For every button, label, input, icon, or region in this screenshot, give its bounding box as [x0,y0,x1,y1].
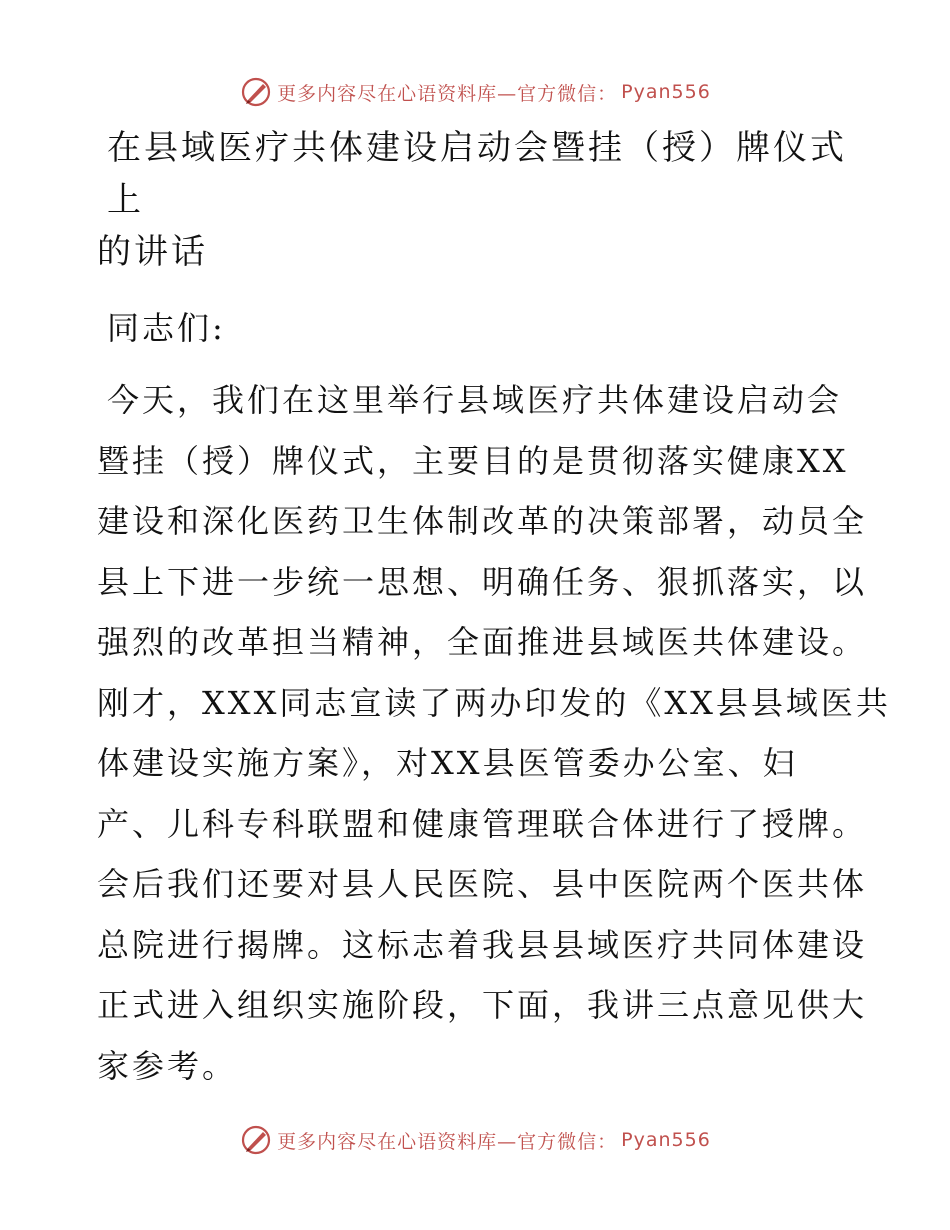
paragraph-line: 刚才，XXX同志宣读了两办印发的《XX县县域医共 [97,683,891,722]
body-paragraph [97,370,891,1096]
paragraph-line: 县上下进一步统一思想、明确任务、狠抓落实，以 [97,562,868,601]
document-body [97,122,891,1096]
title-line: 的讲话 [97,232,208,272]
pen-logo-icon [239,75,273,109]
paragraph-line: 正式进入组织实施阶段，下面，我讲三点意见供大 [97,986,868,1024]
title-line: 在县域医疗共体建设启动会暨挂（授）牌仪式上 [107,128,847,220]
paragraph-line: 建设和深化医药卫生体制改革的决策部署，动员全 [97,502,868,540]
watermark-handle: Pyan556 [621,1129,711,1151]
pen-logo-icon [239,1123,273,1157]
watermark-text: 更多内容尽在心语资料库—官方微信： [277,82,618,105]
paragraph-line: 体建设实施方案》，对XX县医管委办公室、妇 [97,744,798,782]
footer-watermark [0,1120,950,1160]
paragraph-line: 强烈的改革担当精神，全面推进县域医共体建设。 [97,623,868,661]
watermark-handle: Pyan556 [621,81,711,103]
header-watermark [0,72,950,112]
paragraph-line: 总院进行揭牌。这标志着我县县域医疗共同体建设 [97,925,868,964]
paragraph-line: 会后我们还要对县人民医院、县中医院两个医共体 [97,865,868,903]
watermark-text: 更多内容尽在心语资料库—官方微信： [277,1130,618,1153]
paragraph-line: 今天，我们在这里举行县域医疗共体建设启动会 [107,381,843,419]
document-title [97,122,857,278]
paragraph-line: 暨挂（授）牌仪式，主要目的是贯彻落实健康XX [97,441,849,480]
paragraph-line: 产、儿科专科联盟和健康管理联合体进行了授牌。 [97,804,868,843]
salutation: 同志们: [107,309,226,347]
paragraph-line: 家参考。 [97,1046,238,1085]
